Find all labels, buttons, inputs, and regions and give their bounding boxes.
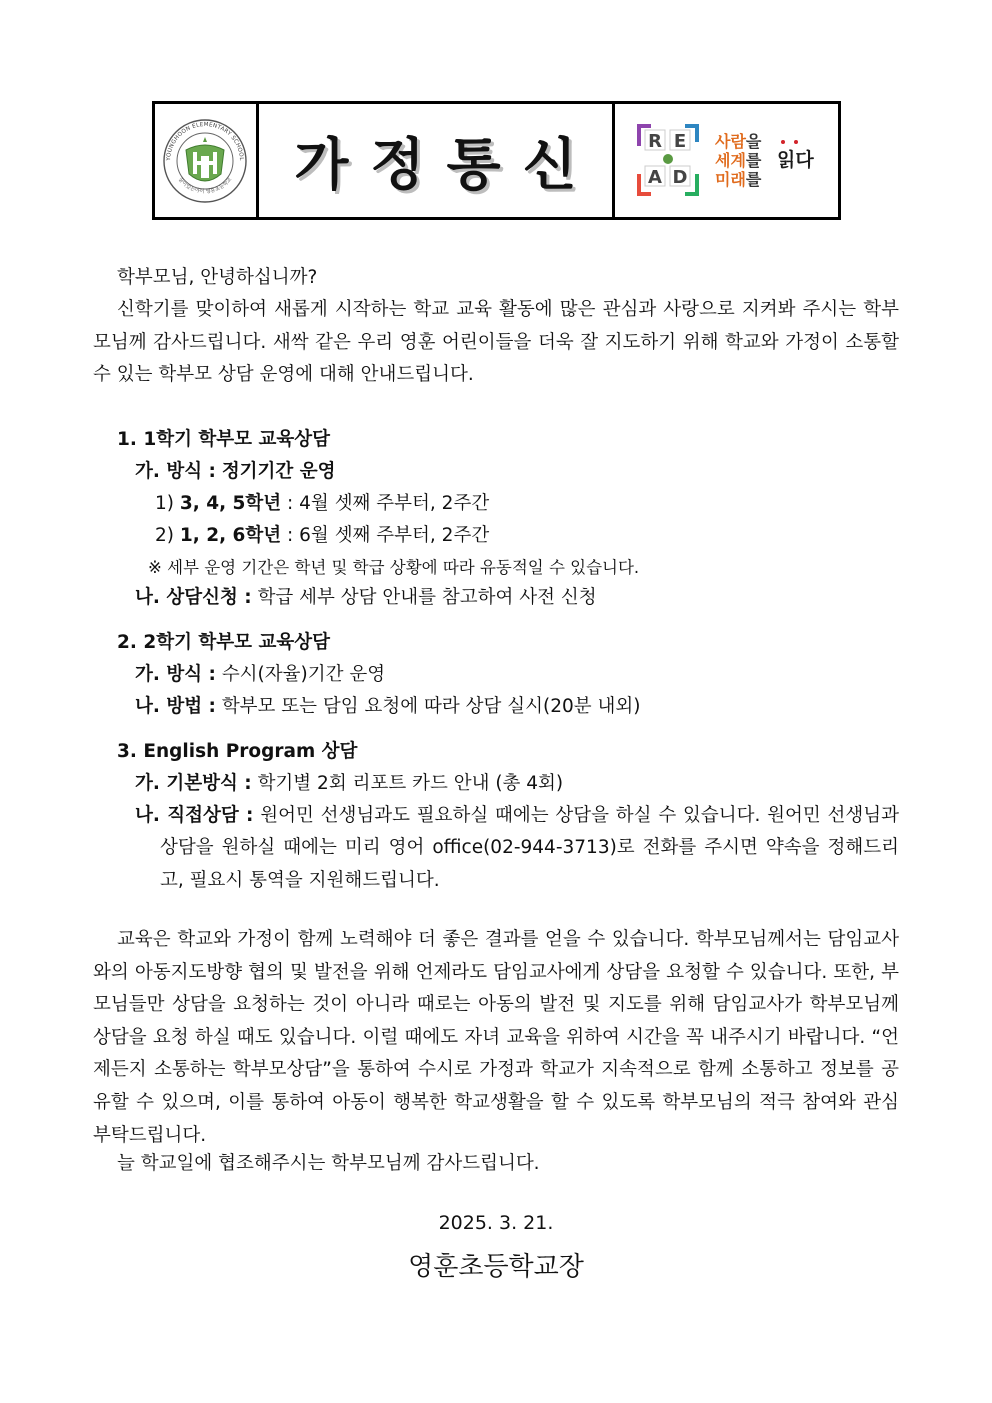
page-title: 가정통신 xyxy=(294,132,599,198)
logo-ring-text: YOUNGHOON ELEMENTARY SCHOOL xyxy=(165,121,245,161)
issue-date: 2025. 3. 21. xyxy=(438,1212,554,1234)
read-letter-a: A xyxy=(648,167,662,188)
section-2-item-a: 가. 방식 : 수시(자율)기간 운영 xyxy=(135,664,386,685)
logo-emblem-icon xyxy=(186,137,224,181)
thanks-line: 늘 학교일에 협조해주시는 학부모님께 감사드립니다. xyxy=(117,1153,540,1174)
section-3-item-b: 나. 직접상담 : 원어민 선생님과도 필요하실 때에는 상담을 하실 수 있습니다. 원어민 선생님과 상담을 원하실 때에는 미리 영어 office(02-944-3713)로 전화를 주시면 약속을 정해드리고, 필요시 통역을 지원해드립니다. xyxy=(135,805,899,891)
section-1-item-b: 나. 상담신청 : 학급 세부 상담 안내를 참고하여 사전 신청 xyxy=(135,587,597,608)
logo-bottom-text: 꿈이있는아이 영훈초등학교 xyxy=(176,176,234,196)
section-1-sub-1: 1) 3, 4, 5학년 : 4월 셋째 주부터, 2주간 xyxy=(155,493,490,514)
closing-paragraph: 교육은 학교와 가정이 함께 노력해야 더 좋은 결과를 얻을 수 있습니다. 학부모님께서는 담임교사와의 아동지도방향 협의 및 발전을 위해 언제라도 담임교사에게 상담을 요청할 수 있습니다. 또한, 부모님들만 상담을 요청하는 것이 아니라 때로는 아동의 발전 및 지도를 위해 담임교사가 학부모님께 상담을 요청 하실 때도 있습니다. 이럴 때에도 자녀 교육을 위하여 시간을 꼭 내주시기 바랍니다. “언제든지 소통하는 학부모상담”을 통하여 수시로 가정과 학교가 지속적으로 함께 소통하고 정보를 공유할 수 있으며, 이를 통하여 아동이 행복한 학교생활을 할 수 있도록 학부모님의 적극 참여와 관심 부탁드립니다. xyxy=(93,929,899,1146)
signature: 영훈초등학교장 xyxy=(408,1252,584,1282)
section-2-heading: 2. 2학기 학부모 교육상담 xyxy=(117,632,330,653)
school-logo xyxy=(155,104,256,217)
section-1-note: ※ 세부 운영 기간은 학년 및 학급 상황에 따라 유동적일 수 있습니다. xyxy=(148,558,640,577)
read-logo xyxy=(615,104,838,217)
section-3-item-a: 가. 기본방식 : 학기별 2회 리포트 카드 안내 (총 4회) xyxy=(135,773,564,794)
read-blocks-icon xyxy=(637,124,699,196)
read-logo-cell xyxy=(615,104,838,217)
slogan-line-3: 미래를 xyxy=(715,170,762,189)
read-letter-d: D xyxy=(672,167,688,188)
read-letter-e: E xyxy=(673,131,687,152)
section-2-item-b: 나. 방법 : 학부모 또는 담임 요청에 따라 상담 실시(20분 내외) xyxy=(135,696,641,717)
slogan-line-2: 세계를 xyxy=(715,151,762,170)
intro-paragraph: 신학기를 맞이하여 새롭게 시작하는 학교 교육 활동에 많은 관심과 사랑으로 지켜봐 주시는 학부모님께 감사드립니다. 새싹 같은 우리 영훈 어린이들을 더욱 잘 지도하기 위해 학교와 가정이 소통할 수 있는 학부모 상담 운영에 대해 안내드립니다. xyxy=(93,299,899,386)
section-1-heading: 1. 1학기 학부모 교육상담 xyxy=(117,429,330,450)
slogan-verb: 읽다 xyxy=(777,149,814,171)
section-3-heading: 3. English Program 상담 xyxy=(117,741,358,762)
header-box xyxy=(152,101,841,220)
school-logo-cell xyxy=(155,104,259,217)
greeting: 학부모님, 안녕하십니까? xyxy=(117,267,318,288)
slogan-line-1: 사람을 xyxy=(715,132,762,151)
section-1-sub-2: 2) 1, 2, 6학년 : 6월 셋째 주부터, 2주간 xyxy=(155,525,490,546)
section-1-item-a: 가. 방식 : 정기기간 운영 xyxy=(135,461,336,482)
read-letter-r: R xyxy=(648,131,662,152)
title-cell xyxy=(259,104,615,217)
